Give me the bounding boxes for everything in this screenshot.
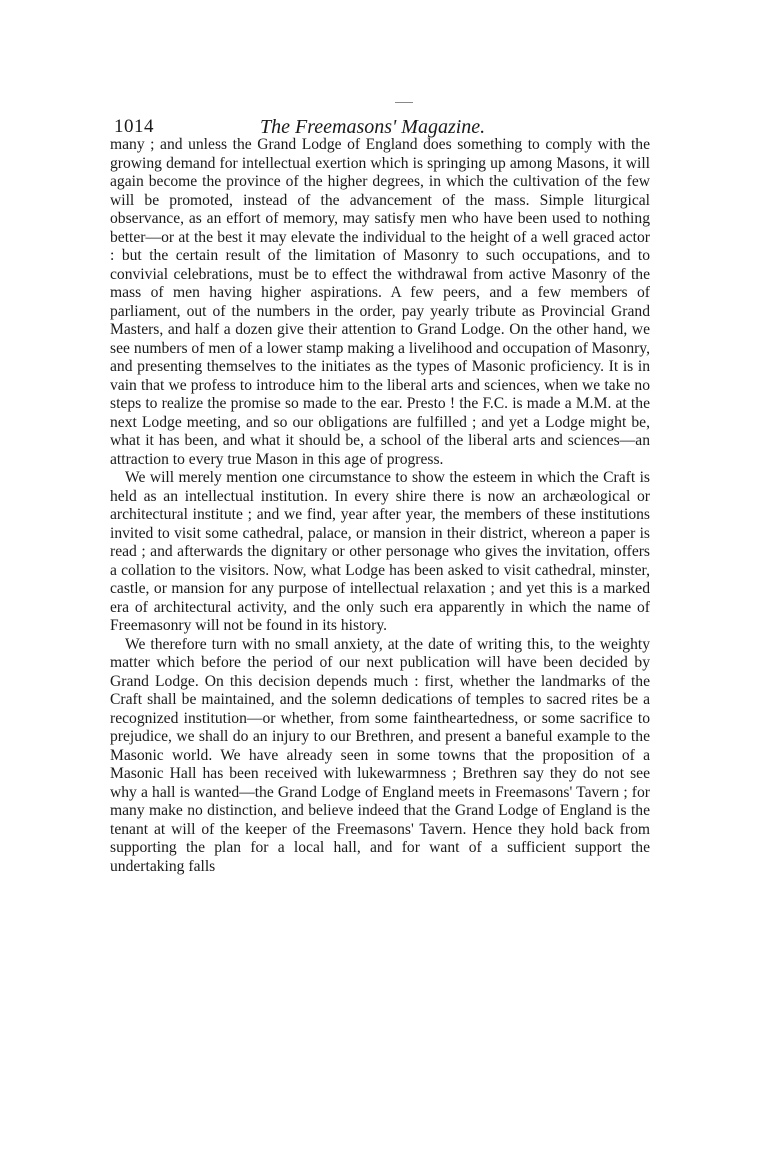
header-rule <box>395 102 413 103</box>
magazine-page <box>110 96 650 876</box>
page-number: 1014 <box>114 116 154 137</box>
running-header <box>110 96 650 136</box>
paragraph-1: many ; and unless the Grand Lodge of England does something to comply with the growing demand for intellectual exertion which is springing up among Masons, it will again become the province of the higher degrees, in which the cultivation of the few will be promoted, instead of the advancement of the mass. Simple liturgical observance, as an effort of memory, may satisfy men who have been used to nothing better—or at the best it may elevate the individual to the height of a well graced actor : but the certain result of the limitation of Masonry to such occupations, and to convivial celebrations, must be to effect the withdrawal from active Masonry of the mass of men having higher aspirations. A few peers, and a few members of parliament, out of the numbers in the order, pay yearly tribute as Provincial Grand Masters, and half a dozen give their attention to Grand Lodge. On the other hand, we see numbers of men of a lower stamp making a livelihood and occupation of Masonry, and presenting themselves to the initiates as the types of Masonic proficiency. It is in vain that we profess to introduce him to the liberal arts and sciences, when we take no steps to realize the promise so made to the ear. Presto ! the F.C. is made a M.M. at the next Lodge meeting, and so our obligations are fulfilled ; and yet a Lodge might be, what it has been, and what it should be, a school of the liberal arts and sciences—an attraction to every true Mason in this age of progress. <box>110 136 650 468</box>
paragraph-3: We therefore turn with no small anxiety, at the date of writing this, to the weighty matter which before the period of our next publication will have been decided by Grand Lodge. On this decision depends much : first, whether the landmarks of the Craft shall be maintained, and the solemn dedications of temples to sacred rites be a recognized institution—or whether, from some faintheartedness, or some sacrifice to prejudice, we shall do an injury to our Brethren, and present a baneful example to the Masonic world. We have already seen in some towns that the proposition of a Masonic Hall has been received with lukewarmness ; Brethren say they do not see why a hall is wanted—the Grand Lodge of England meets in Freemasons' Tavern ; for many make no distinction, and believe indeed that the Grand Lodge of England is the tenant at will of the keeper of the Freemasons' Tavern. Hence they hold back from supporting the plan for a local hall, and for want of a sufficient support the undertaking falls <box>110 635 650 875</box>
article-body <box>110 136 650 876</box>
paragraph-2: We will merely mention one circumstance to show the esteem in which the Craft is held as an intellectual institution. In every shire there is now an archæological or architectural institute ; and we find, year after year, the members of these institutions invited to visit some cathedral, palace, or mansion in their district, whereon a paper is read ; and afterwards the dignitary or other personage who gives the invitation, offers a collation to the visitors. Now, what Lodge has been asked to visit cathedral, minster, castle, or mansion for any purpose of intellectual relaxation ; and yet this is a marked era of architectural activity, and the only such era apparently in which the name of Freemasonry will not be found in its history. <box>110 469 650 634</box>
magazine-title: The Freemasons' Magazine. <box>260 116 486 138</box>
